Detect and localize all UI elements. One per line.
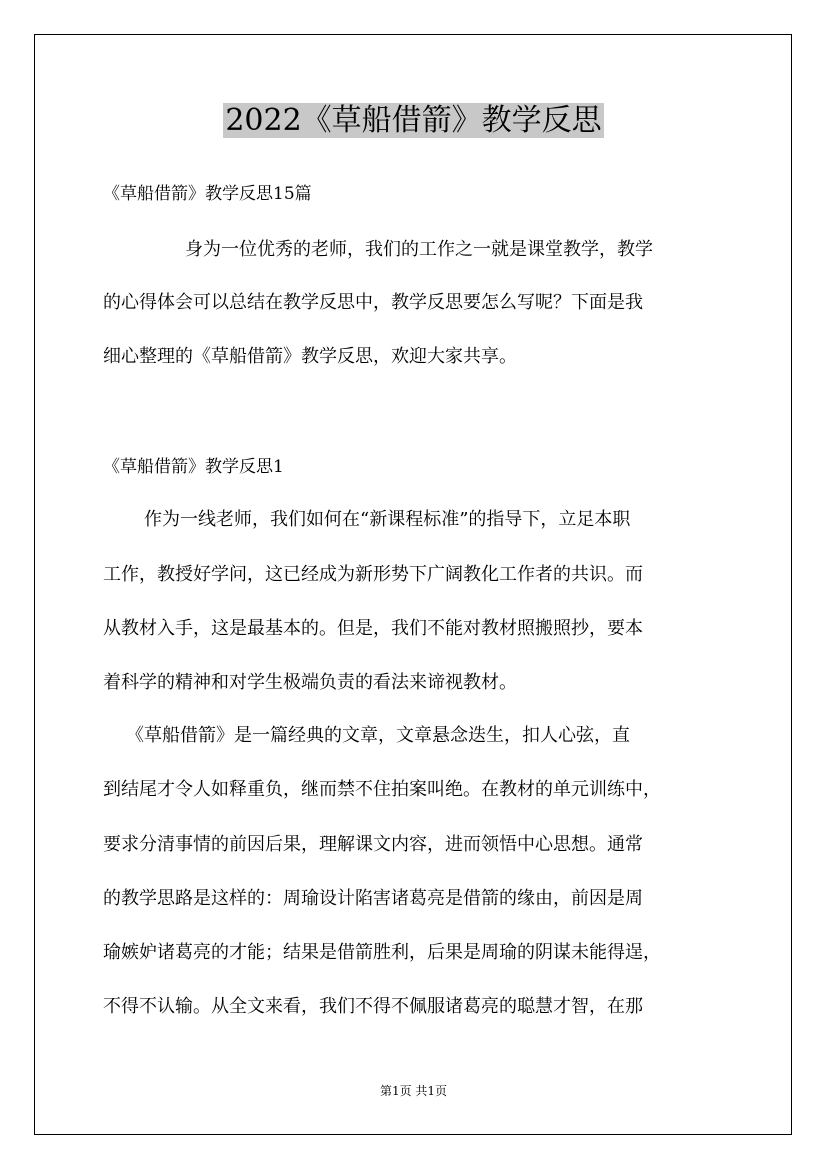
- page-number-footer: 第1页 共1页: [379, 1084, 448, 1098]
- para2-line-4: 的教学思路是这样的：周瑜设计陷害诸葛亮是借箭的缘由，前因是周: [103, 888, 643, 909]
- intro-line-3: 细心整理的《草船借箭》教学反思，欢迎大家共享。: [103, 346, 517, 367]
- para2-line-2: 到结尾才令人如释重负，继而禁不住拍案叫绝。在教材的单元训练中，: [103, 779, 661, 800]
- section-heading: 《草船借箭》教学反思1: [103, 457, 284, 477]
- document-title-text: 2022《草船借箭》教学反思: [225, 103, 602, 138]
- intro-line-1: 身为一位优秀的老师，我们的工作之一就是课堂教学，教学: [185, 239, 653, 260]
- para2-line-6: 不得不认输。从全文来看，我们不得不佩服诸葛亮的聪慧才智，在那: [103, 996, 643, 1017]
- para1-line-4: 着科学的精神和对学生极端负责的看法来谛视教材。: [103, 672, 517, 693]
- para2-line-1: 《草船借箭》是一篇经典的文章，文章悬念迭生，扣人心弦，直: [126, 725, 630, 746]
- para1-line-1: 作为一线老师，我们如何在“新课程标准”的指导下，立足本职: [144, 509, 631, 530]
- para2-line-5: 瑜嫉妒诸葛亮的才能；结果是借箭胜利，后果是周瑜的阴谋未能得逞，: [103, 942, 661, 963]
- document-subtitle: 《草船借箭》教学反思15篇: [103, 184, 312, 204]
- para1-line-2: 工作，教授好学问，这已经成为新形势下广阔教化工作者的共识。而: [103, 564, 643, 585]
- para1-line-3: 从教材入手，这是最基本的。但是，我们不能对教材照搬照抄，要本: [103, 618, 643, 639]
- intro-line-2: 的心得体会可以总结在教学反思中，教学反思要怎么写呢？下面是我: [103, 292, 643, 313]
- document-title: [0, 100, 827, 142]
- para2-line-3: 要求分清事情的前因后果，理解课文内容，进而领悟中心思想。通常: [103, 834, 643, 855]
